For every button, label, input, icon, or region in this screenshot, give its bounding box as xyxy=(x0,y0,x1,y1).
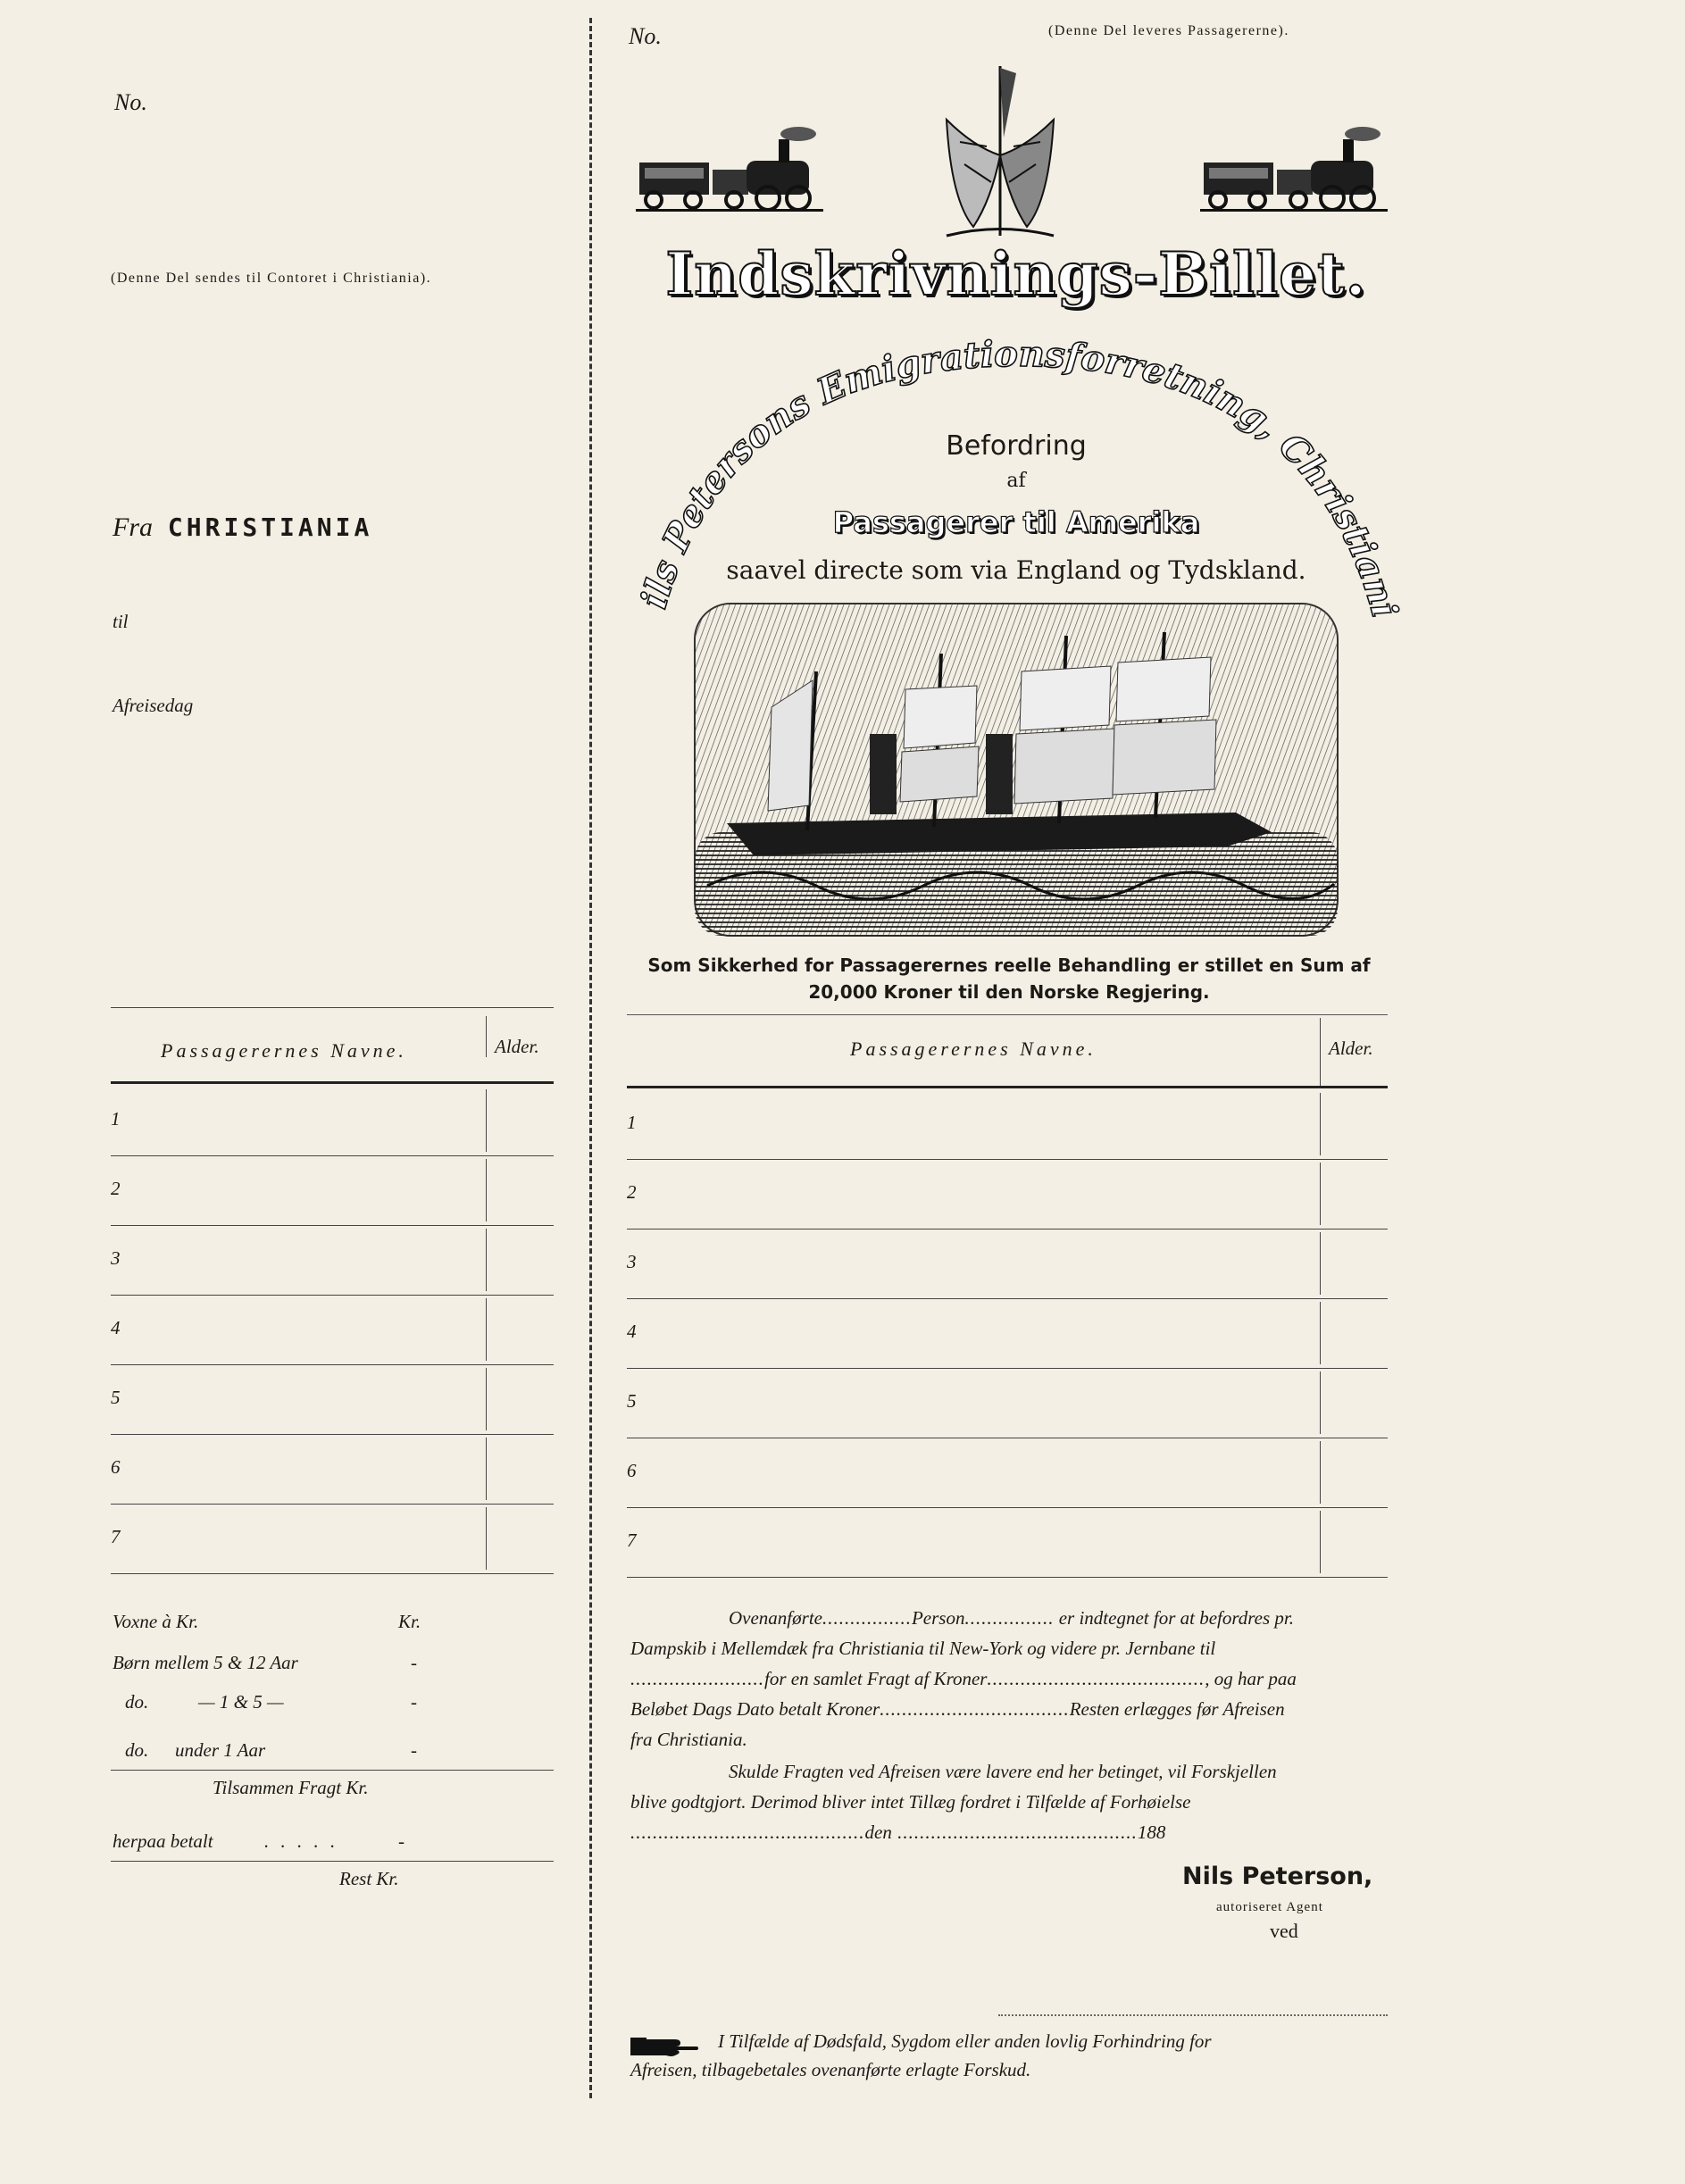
agent-signature-line xyxy=(998,2014,1388,2016)
row-number: 1 xyxy=(627,1112,637,1133)
ticket-passenger-table xyxy=(627,1018,1388,1580)
body-line-3: ........................for en samlet Fragt af Kroner......................................., og har paa xyxy=(630,1668,1297,1689)
fare-adults: Voxne à Kr. xyxy=(113,1611,199,1632)
refund-line-1: I Tilfælde af Dødsfald, Sygdom eller anden lovlig Forhindring for xyxy=(718,2030,1212,2052)
fare-dash: - xyxy=(411,1652,417,1673)
fare-children-1-5: — 1 & 5 — xyxy=(198,1691,284,1713)
fare-children-5-12: Børn mellem 5 & 12 Aar xyxy=(113,1652,298,1673)
table-row xyxy=(111,1295,554,1364)
stub-age-header: Alder. xyxy=(495,1036,539,1057)
locomotive-icon xyxy=(1200,125,1388,218)
fare-infants-do: do. xyxy=(125,1739,149,1761)
locomotive-icon xyxy=(636,125,823,218)
age-column-divider xyxy=(486,1298,487,1361)
table-row xyxy=(627,1438,1388,1507)
flags-icon xyxy=(911,57,1089,248)
table-row xyxy=(111,1086,554,1155)
table-row xyxy=(111,1225,554,1295)
agent-title: autoriseret Agent xyxy=(1216,1900,1323,1914)
table-row xyxy=(111,1364,554,1434)
age-column-divider xyxy=(486,1507,487,1570)
row-number: 2 xyxy=(111,1178,121,1199)
fare-rule-2 xyxy=(111,1861,554,1862)
table-row xyxy=(627,1089,1388,1159)
agent-via: ved xyxy=(1270,1920,1298,1942)
to-label: til xyxy=(113,611,129,632)
age-column-divider xyxy=(1320,1441,1321,1504)
row-number: 3 xyxy=(111,1247,121,1269)
row-number: 7 xyxy=(627,1530,637,1551)
guarantee-note xyxy=(616,952,1402,1005)
body-line-4: Beløbet Dags Dato betalt Kroner..................................Resten erlægges før Afreisen xyxy=(630,1698,1285,1720)
from-label: Fra xyxy=(113,513,153,542)
fare-paid-dots: . . . . . xyxy=(264,1830,339,1852)
body-line-8: ..........................................den ...........................................188 xyxy=(630,1821,1166,1843)
ticket-top-rule xyxy=(627,1014,1388,1015)
row-number: 5 xyxy=(111,1387,121,1408)
fare-total: Tilsammen Fragt Kr. xyxy=(213,1777,369,1798)
from-city: CHRISTIANIA xyxy=(167,513,373,542)
refund-line-2: Afreisen, tilbagebetales ovenanførte erlagte Forskud. xyxy=(630,2059,1031,2080)
row-rule xyxy=(627,1577,1388,1578)
age-column-divider xyxy=(486,1159,487,1221)
ticket-deliver-note: (Denne Del leveres Passagererne). xyxy=(1048,23,1289,38)
stub-passenger-table xyxy=(111,1007,554,1579)
age-column-divider xyxy=(1320,1511,1321,1573)
perforation-line xyxy=(589,18,592,2098)
body-line-7: blive godtgjort. Derimod bliver intet Tillæg fordret i Tilfælde af Forhøielse xyxy=(630,1791,1191,1813)
departure-label: Afreisedag xyxy=(113,695,194,716)
fare-children-1-5-do: do. xyxy=(125,1691,149,1713)
age-column-divider xyxy=(486,1089,487,1152)
stub-send-note: (Denne Del sendes til Contoret i Christiania). xyxy=(111,271,432,286)
body-line-6: Skulde Fragten ved Afreisen være lavere end her betinget, vil Forskjellen xyxy=(729,1761,1277,1782)
ticket-number-label: No. xyxy=(629,23,662,49)
age-column-divider xyxy=(1320,1232,1321,1295)
table-row xyxy=(111,1434,554,1504)
body-line-5: fra Christiania. xyxy=(630,1729,747,1750)
fare-rule xyxy=(111,1770,554,1771)
table-row xyxy=(627,1229,1388,1298)
body-line-1: Ovenanførte................Person................ er indtegnet for at befordres pr. xyxy=(729,1607,1294,1629)
age-column-divider xyxy=(486,1368,487,1430)
row-number: 5 xyxy=(627,1390,637,1412)
agent-signature: Nils Peterson, xyxy=(1182,1863,1373,1890)
fare-rest: Rest Kr. xyxy=(339,1868,399,1889)
guarantee-line-2: 20,000 Kroner til den Norske Regjering. xyxy=(808,981,1210,1003)
row-number: 4 xyxy=(111,1317,121,1338)
age-column-divider xyxy=(486,1438,487,1500)
table-row xyxy=(627,1368,1388,1438)
table-row xyxy=(111,1504,554,1573)
row-rule xyxy=(111,1573,554,1574)
stub-name-header: Passagerernes Navne. xyxy=(161,1039,407,1062)
table-row xyxy=(111,1155,554,1225)
age-column-divider xyxy=(486,1229,487,1291)
age-column-divider xyxy=(1320,1093,1321,1155)
row-number: 7 xyxy=(111,1526,121,1547)
body-line-2: Dampskib i Mellemdæk fra Christiania til New-York og videre pr. Jernbane til xyxy=(630,1638,1216,1659)
line-af: af xyxy=(1006,470,1026,492)
table-row xyxy=(627,1159,1388,1229)
stub-route-from xyxy=(113,513,372,543)
fare-paid: herpaa betalt xyxy=(113,1830,213,1852)
steamship-illustration xyxy=(691,600,1341,943)
table-row xyxy=(627,1507,1388,1577)
row-number: 1 xyxy=(111,1108,121,1130)
line-passengers: Passagerer til Amerika xyxy=(832,505,1200,539)
line-route: saavel directe som via England og Tydskland. xyxy=(726,555,1306,585)
row-number: 3 xyxy=(627,1251,637,1272)
ticket-age-header: Alder. xyxy=(1329,1038,1373,1059)
age-column-divider xyxy=(1320,1302,1321,1364)
company-arc-text: ils Petersons Emigrationsforretning, Christiani xyxy=(632,332,1406,622)
row-number: 6 xyxy=(627,1460,637,1481)
row-number: 2 xyxy=(627,1181,637,1203)
age-column-divider xyxy=(1320,1163,1321,1225)
age-column-divider xyxy=(1320,1371,1321,1434)
ticket-name-header: Passagerernes Navne. xyxy=(850,1038,1097,1060)
fare-infants: under 1 Aar xyxy=(175,1739,266,1761)
table-row xyxy=(627,1298,1388,1368)
row-number: 6 xyxy=(111,1456,121,1478)
fare-adults-kr: Kr. xyxy=(398,1611,421,1632)
fare-dash-2: - xyxy=(411,1691,417,1713)
line-befordring: Befordring xyxy=(946,430,1087,462)
ticket-title: Indskrivnings-Billet. xyxy=(665,239,1367,309)
stub-number-label: No. xyxy=(114,89,147,115)
row-number: 4 xyxy=(627,1321,637,1342)
fare-dash-4: - xyxy=(398,1830,405,1852)
fare-dash-3: - xyxy=(411,1739,417,1761)
guarantee-line-1: Som Sikkerhed for Passagerernes reelle Behandling er stillet en Sum af xyxy=(647,954,1371,976)
